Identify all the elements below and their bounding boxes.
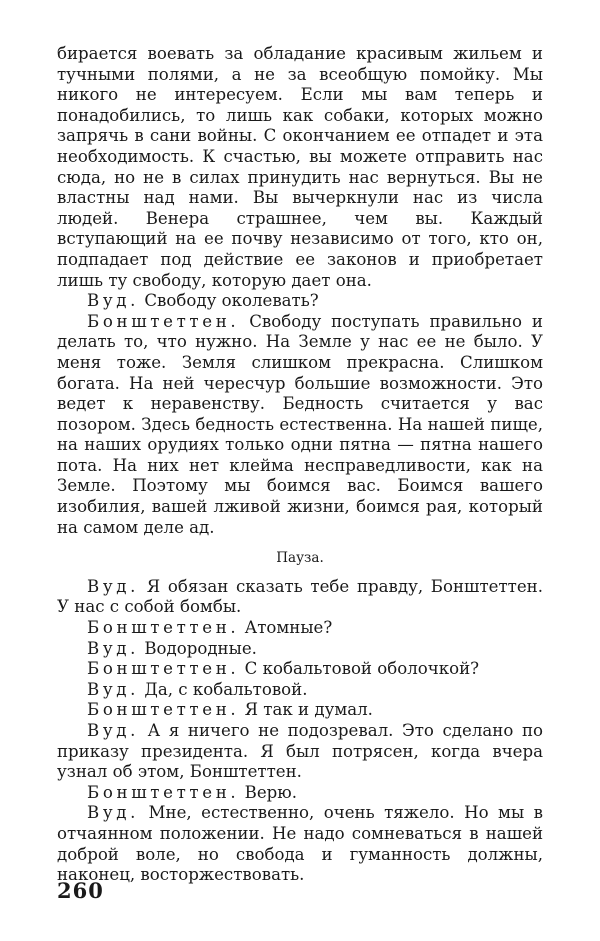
page-text (57, 44, 543, 886)
dialogue-line (57, 700, 543, 721)
line-text: Верю. (239, 782, 297, 802)
stage-direction: Пауза. (276, 550, 324, 567)
line-text: Атомные? (239, 618, 333, 638)
speaker-name: Вуд. (87, 638, 140, 658)
paragraph (57, 44, 543, 291)
speaker-name: Бонштеттен. (87, 659, 240, 679)
dialogue-line (57, 803, 543, 885)
paragraph (57, 291, 543, 312)
line-text: Водородные. (139, 638, 257, 658)
speaker-name: Вуд. (87, 576, 140, 596)
paragraph-text: Свободу поступать правильно и делать то, что нужно. На Земле у нас ее не было. У меня тоже. Земля слишком прекрасна. Слишком богата. На ней чересчур большие возможности. Это ведет к неравенству. Бедность считается у вас позором. Здесь бедность естественна. На нашей пище, на наших орудиях только одни пятна — пятна нашего пота. На них нет клейма несправедливости, как на Земле. Поэтому мы боимся вас. Боимся вашего изобилия, вашей лживой жизни, боимся рая, который на самом деле ад. (57, 311, 543, 537)
line-text: С кобальтовой оболочкой? (239, 659, 480, 679)
page-number: 260 (57, 878, 104, 903)
speaker-name: Бонштеттен. (87, 700, 240, 720)
dialogue-line (57, 577, 543, 618)
line-text: Я так и думал. (239, 700, 373, 720)
dialogue-line (57, 659, 543, 680)
speaker-name: Бонштеттен. (87, 311, 240, 331)
dialogue-line (57, 618, 543, 639)
paragraph-text: бирается воевать за обладание красивым жильем и тучными полями, а не за всеобщую помойку. Мы никого не интересуем. Если мы вам теперь и понадобились, то лишь как собаки, которых можно запрячь в сани войны. С окончанием ее отпадет и эта необходимость. К счастью, вы можете отправить нас сюда, но не в силах принудить нас вернуться. Вы не властны над нами. Вы вычеркнули нас из числа людей. Венера страшнее, чем вы. Каждый вступающий на ее почву независимо от того, кто он, подпадает под действие ее законов и приобретает лишь ту свободу, которую дает она. (57, 44, 543, 290)
dialogue-line (57, 721, 543, 783)
speaker-name: Вуд. (87, 803, 140, 823)
dialogue-line (57, 783, 543, 804)
paragraph (57, 312, 543, 539)
line-text: Мне, естественно, очень тяжело. Но мы в отчаянном положении. Не надо сомневаться в нашей доброй воле, но свобода и гуманность должны, наконец, восторжествовать. (57, 803, 543, 885)
speaker-name: Вуд. (87, 679, 140, 699)
line-text: Я обязан сказать тебе правду, Бонштеттен. У нас с собой бомбы. (57, 576, 543, 617)
paragraph-text: Свободу околевать? (139, 291, 319, 311)
speaker-name: Вуд. (87, 291, 140, 311)
dialogue-line (57, 639, 543, 660)
speaker-name: Бонштеттен. (87, 618, 240, 638)
line-text: А я ничего не подозревал. Это сделано по приказу президента. Я был потрясен, когда вчера узнал об этом, Бонштеттен. (57, 721, 543, 782)
line-text: Да, с кобальтовой. (139, 679, 308, 699)
speaker-name: Бонштеттен. (87, 782, 240, 802)
speaker-name: Вуд. (87, 721, 140, 740)
dialogue-line (57, 680, 543, 701)
